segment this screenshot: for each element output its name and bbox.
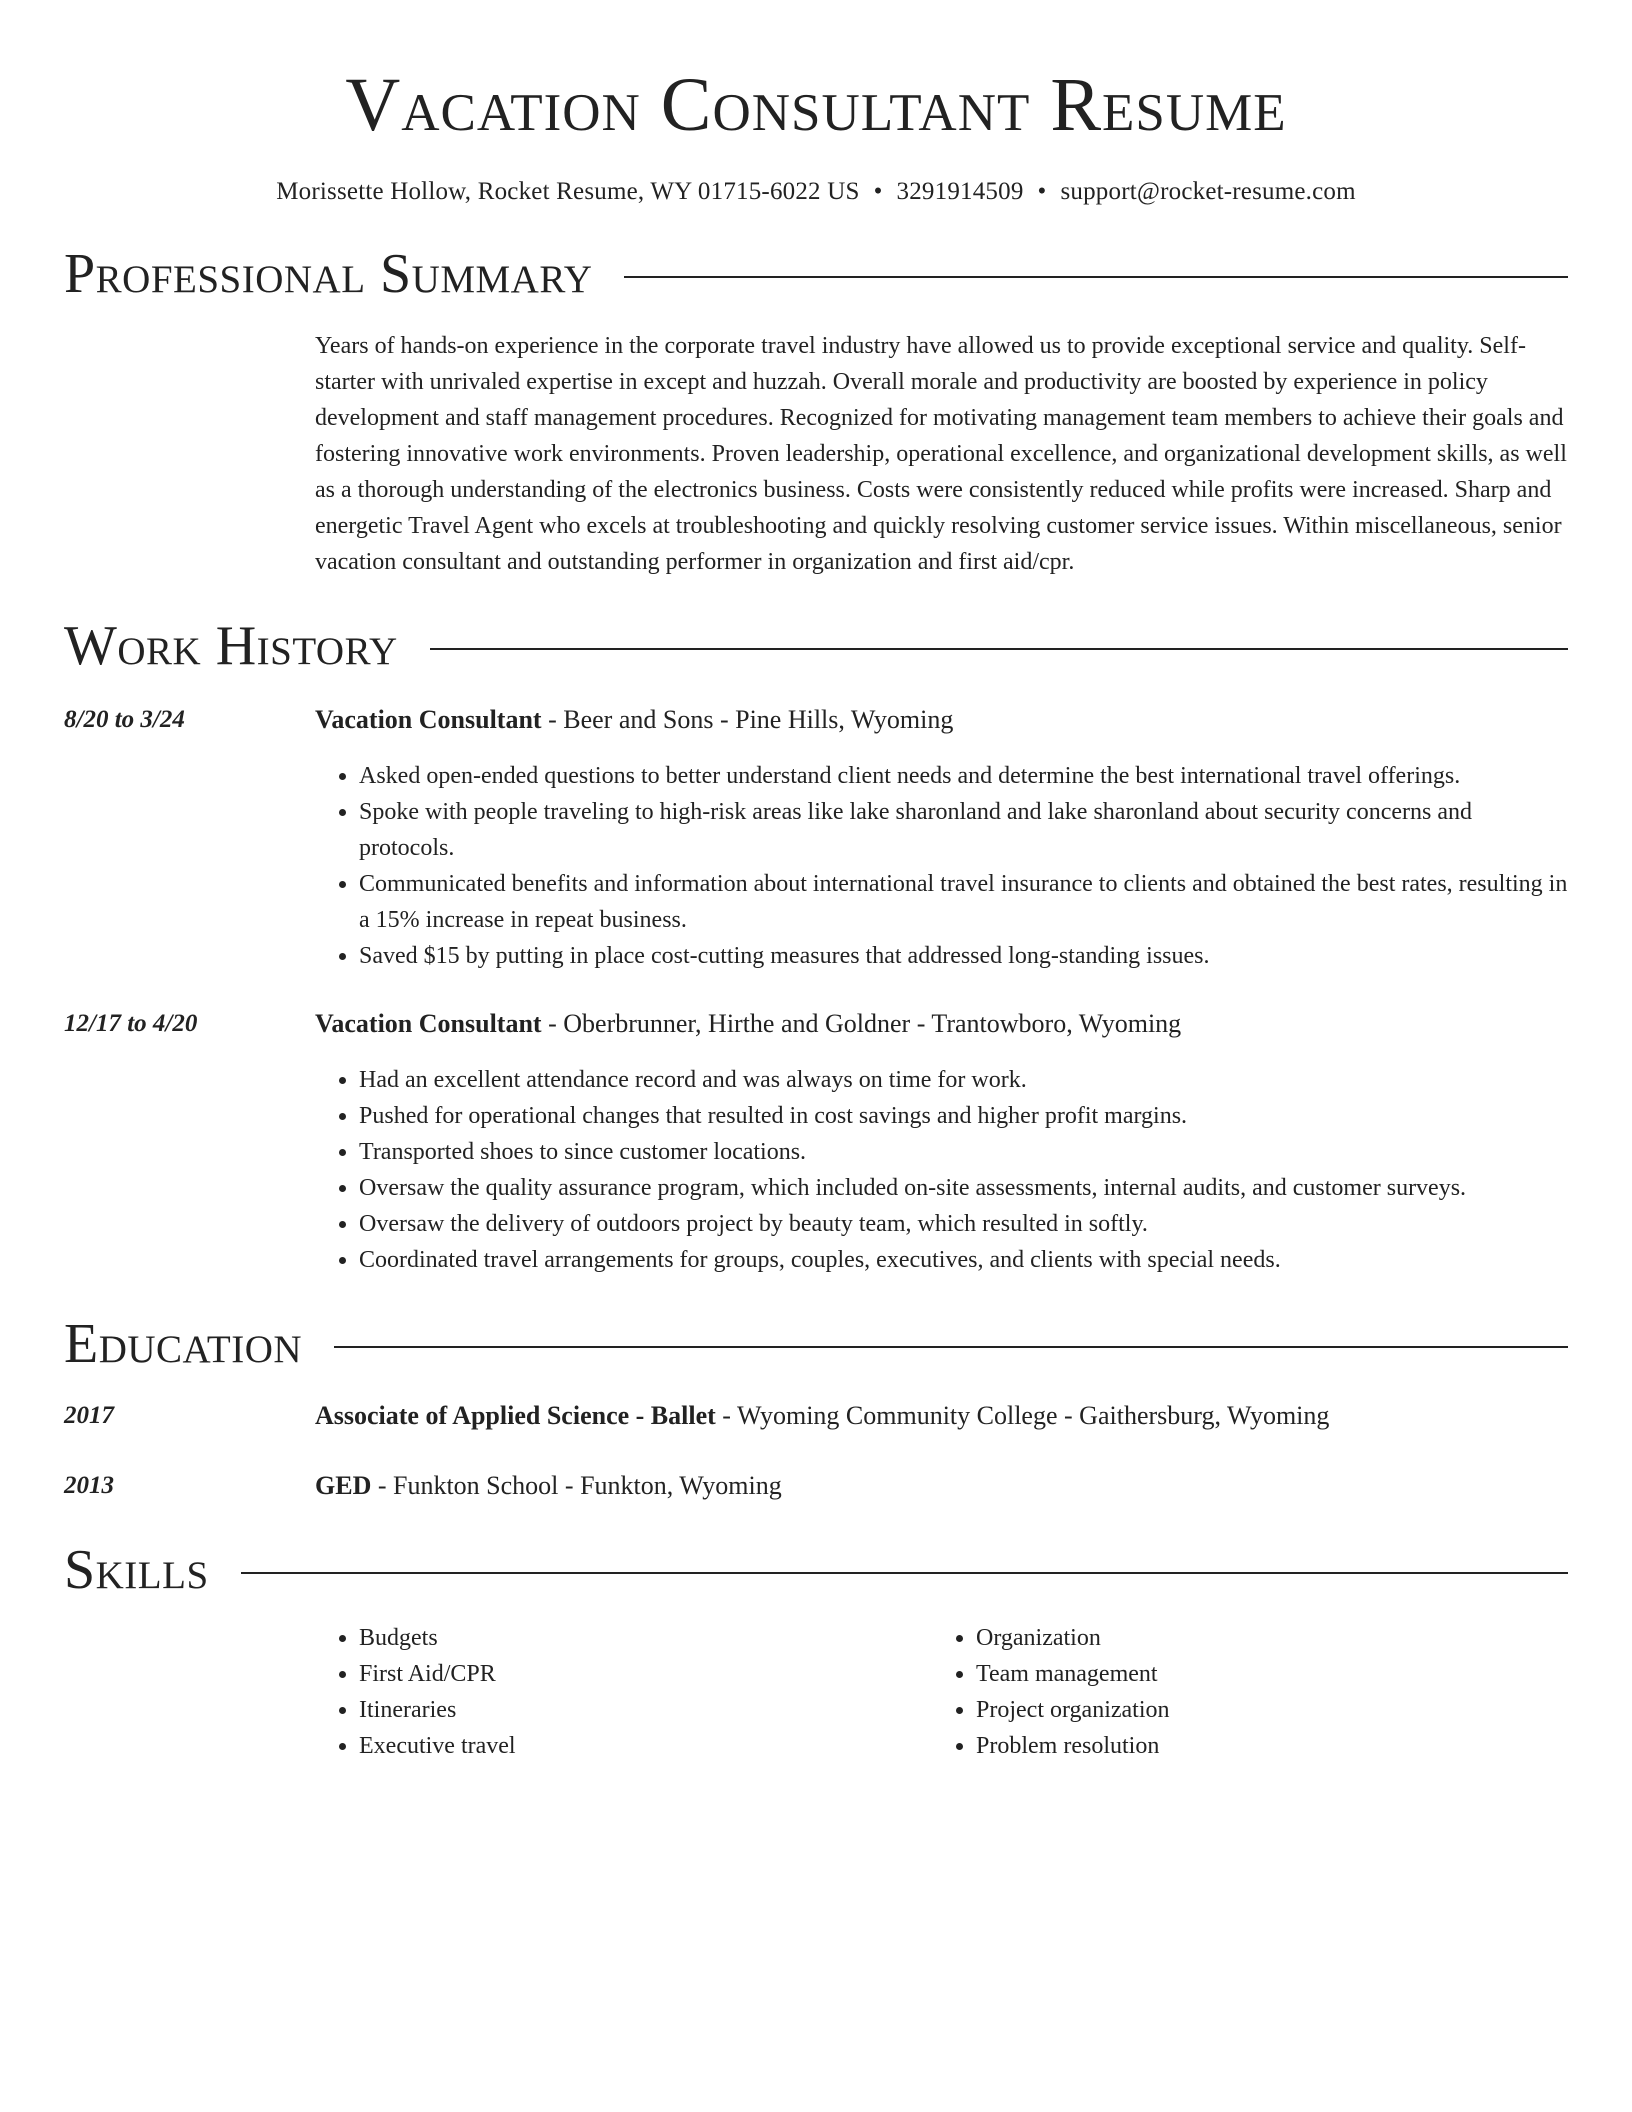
education-body [315, 1468, 1568, 1504]
list-item: • Saved $15 by putting in place cost-cutting measures that addressed long-standing issues. [359, 938, 1568, 974]
resume-title: Vacation Consultant Resume [345, 63, 1287, 147]
education-degree: GED [315, 1471, 372, 1500]
job-details: - Beer and Sons - Pine Hills, Wyoming [541, 705, 954, 734]
education-entry-2 [64, 1468, 1568, 1504]
section-title-education: Education [64, 1313, 303, 1375]
section-title-summary: Professional Summary [64, 243, 593, 305]
section-header-education [64, 1312, 1568, 1376]
job-body [315, 702, 1568, 974]
section-divider [430, 648, 1568, 650]
job-heading [315, 1006, 1568, 1042]
list-item: • Had an excellent attendance record and was always on time for work. [359, 1062, 1568, 1098]
contact-email: support@rocket-resume.com [1060, 178, 1356, 205]
section-title-skills: Skills [64, 1539, 209, 1601]
job-entry-1 [64, 702, 1568, 974]
job-title: Vacation Consultant [315, 705, 542, 734]
section-divider [241, 1572, 1568, 1574]
skills-spacer [64, 1620, 315, 1764]
job-entry-2 [64, 1006, 1568, 1278]
education-details: - Wyoming Community College - Gaithersburg, Wyoming [715, 1401, 1330, 1430]
skill-item: • Executive travel [359, 1728, 932, 1764]
skill-item: • Budgets [359, 1620, 932, 1656]
section-divider [334, 1346, 1568, 1348]
education-entry-1 [64, 1398, 1568, 1434]
list-item: • Spoke with people traveling to high-risk areas like lake sharonland and lake sharonland about security concerns and protocols. [359, 794, 1568, 866]
education-body [315, 1398, 1568, 1434]
job-bullets [315, 758, 1568, 974]
job-body [315, 1006, 1568, 1278]
skill-item: • Project organization [976, 1692, 1549, 1728]
job-title: Vacation Consultant [315, 1009, 542, 1038]
education-degree: Associate of Applied Science - Ballet [315, 1401, 716, 1430]
list-item: • Oversaw the quality assurance program, which included on-site assessments, internal audits, and customer surveys. [359, 1170, 1568, 1206]
list-item: • Communicated benefits and information about international travel insurance to clients and obtained the best rates, resulting in a 15% increase in repeat business. [359, 866, 1568, 938]
summary-spacer [64, 328, 315, 580]
list-item: • Asked open-ended questions to better understand client needs and determine the best international travel offerings. [359, 758, 1568, 794]
section-header-work [64, 614, 1568, 678]
contact-address: Morissette Hollow, Rocket Resume, WY 01715-6022 US [276, 178, 860, 205]
skill-item: • Itineraries [359, 1692, 932, 1728]
job-heading [315, 702, 1568, 738]
skill-item: • Problem resolution [976, 1728, 1549, 1764]
education-details: - Funkton School - Funkton, Wyoming [371, 1471, 782, 1500]
section-header-summary [64, 242, 1568, 306]
summary-row [64, 328, 1568, 580]
job-dates: 12/17 to 4/20 [64, 1010, 198, 1037]
contact-phone: 3291914509 [896, 178, 1024, 205]
list-item: • Transported shoes to since customer locations. [359, 1134, 1568, 1170]
skills-column-2 [932, 1620, 1549, 1764]
section-divider [624, 276, 1568, 278]
job-dates: 8/20 to 3/24 [64, 706, 185, 733]
contact-separator: • [873, 178, 883, 205]
skills-column-1 [315, 1620, 932, 1764]
education-year: 2017 [64, 1402, 114, 1429]
contact-separator: • [1037, 178, 1047, 205]
job-details: - Oberbrunner, Hirthe and Goldner - Trantowboro, Wyoming [541, 1009, 1182, 1038]
section-header-skills [64, 1538, 1568, 1602]
job-bullets [315, 1062, 1568, 1278]
education-year: 2013 [64, 1472, 114, 1499]
list-item: • Oversaw the delivery of outdoors project by beauty team, which resulted in softly. [359, 1206, 1568, 1242]
skill-item: • First Aid/CPR [359, 1656, 932, 1692]
skill-item: • Organization [976, 1620, 1549, 1656]
skills-grid [64, 1620, 1568, 1764]
resume-page [64, 0, 1568, 1764]
summary-text: Years of hands-on experience in the corporate travel industry have allowed us to provide exceptional service and quality. Self-starter with unrivaled expertise in except and huzzah. Overall morale and productivity are boosted by experience in policy development and staff management procedures. Recognized for motivating management team members to achieve their goals and fostering innovative work environments. Proven leadership, operational excellence, and organizational development skills, as well as a thorough understanding of the electronics business. Costs were consistently reduced while profits were increased. Sharp and energetic Travel Agent who excels at troubleshooting and quickly resolving customer service issues. Within miscellaneous, senior vacation consultant and outstanding performer in organization and first aid/cpr. [315, 333, 1567, 575]
skill-item: • Team management [976, 1656, 1549, 1692]
list-item: • Coordinated travel arrangements for groups, couples, executives, and clients with special needs. [359, 1242, 1568, 1278]
contact-line [64, 176, 1568, 208]
section-title-work: Work History [64, 615, 398, 677]
list-item: • Pushed for operational changes that resulted in cost savings and higher profit margins. [359, 1098, 1568, 1134]
